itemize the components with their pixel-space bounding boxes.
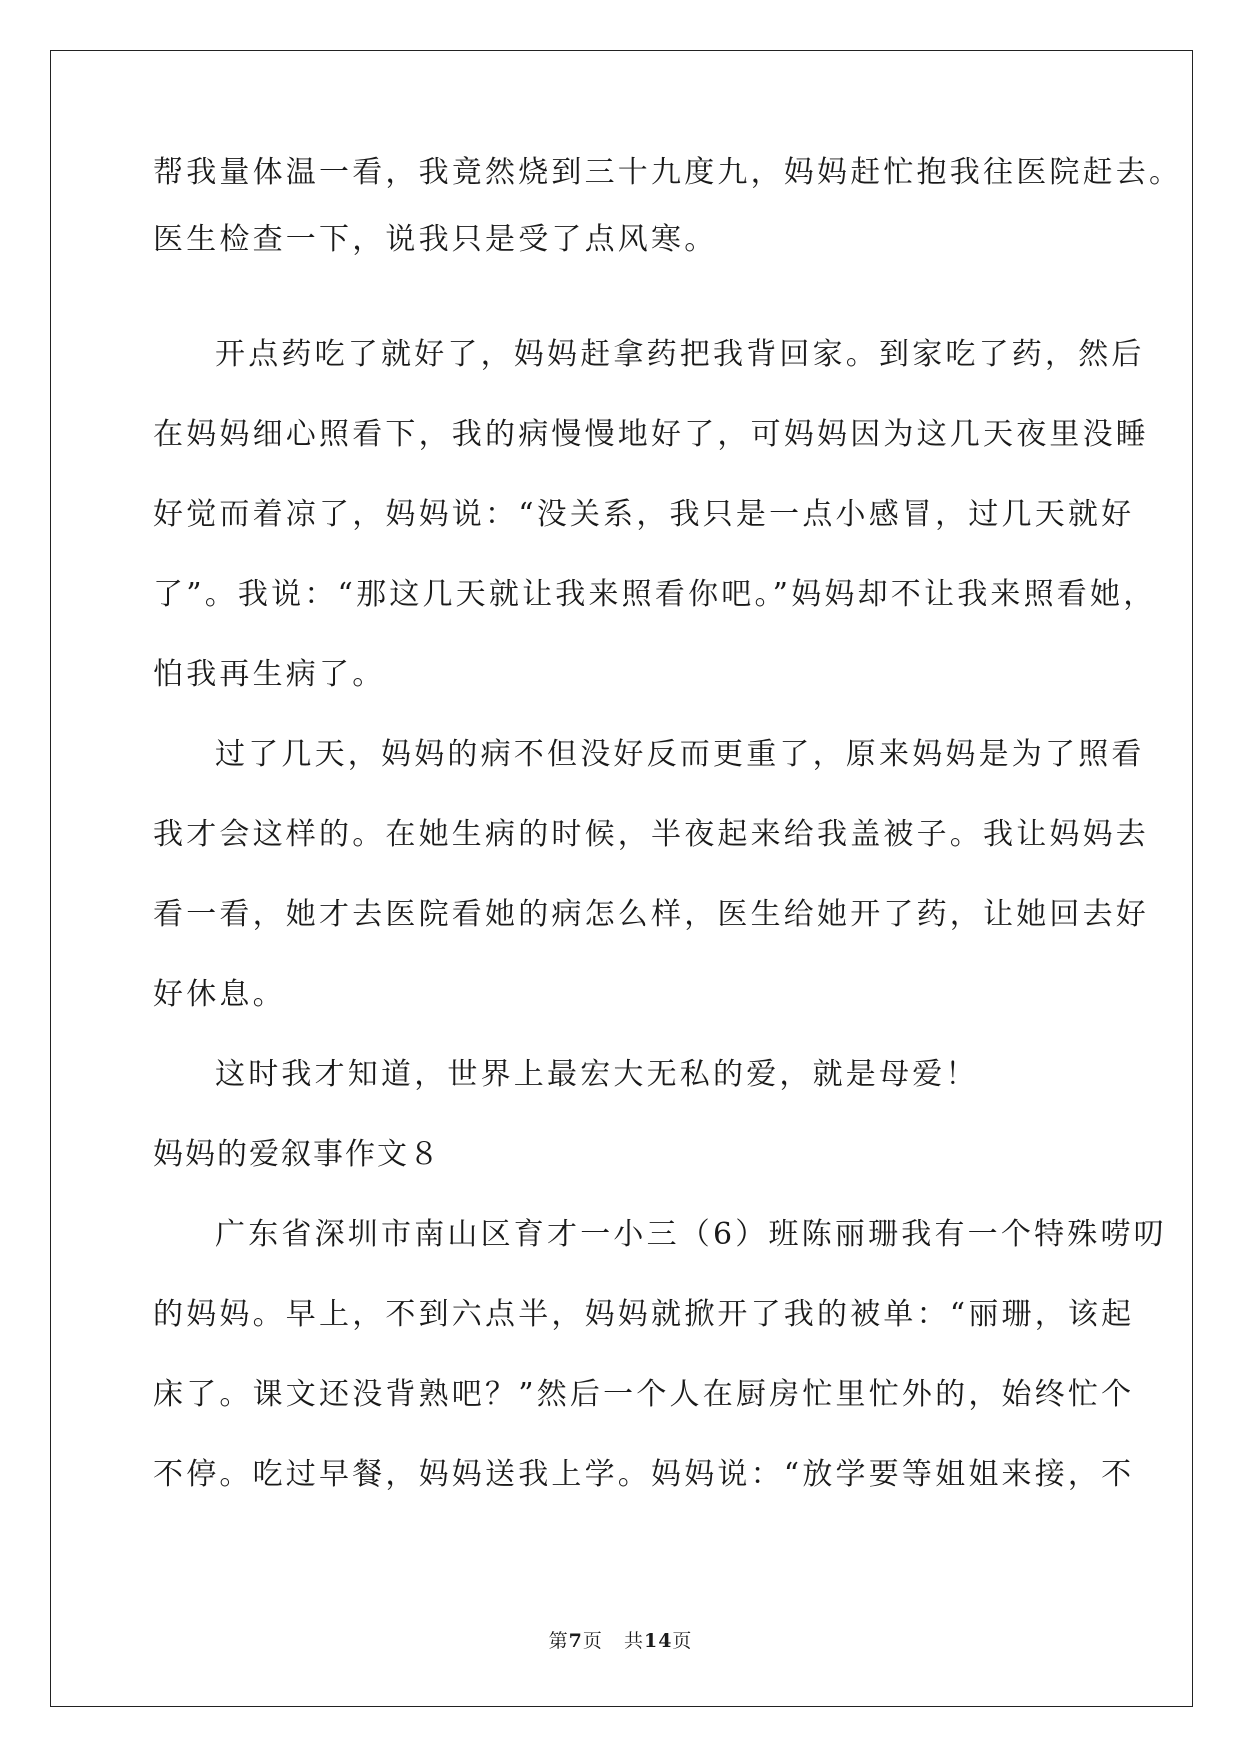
text-line: 医生检查一下，说我只是受了点风寒。 bbox=[153, 222, 718, 257]
footer-total-pages: 14 bbox=[643, 1630, 673, 1652]
footer-page-prefix: 第 bbox=[548, 1630, 569, 1652]
text-line: 看一看，她才去医院看她的病怎么样，医生给她开了药，让她回去好 bbox=[153, 897, 1149, 932]
text-line: 我才会这样的。在她生病的时候，半夜起来给我盖被子。我让妈妈去 bbox=[153, 817, 1149, 852]
footer-page-number: 7 bbox=[568, 1630, 583, 1652]
text-line: 好觉而着凉了，妈妈说：“没关系，我只是一点小感冒，过几天就好 bbox=[153, 497, 1135, 532]
footer-total-suffix: 页 bbox=[672, 1630, 693, 1652]
section-heading: 妈妈的爱叙事作文８ bbox=[153, 1137, 441, 1172]
text-line: 好休息。 bbox=[153, 977, 286, 1012]
text-line: 帮我量体温一看，我竟然烧到三十九度九，妈妈赶忙抱我往医院赶去。 bbox=[153, 155, 1183, 190]
page-footer bbox=[0, 1632, 1241, 1651]
text-line: 在妈妈细心照看下，我的病慢慢地好了，可妈妈因为这几天夜里没睡 bbox=[153, 417, 1149, 452]
text-line: 床了。课文还没背熟吧？”然后一个人在厨房忙里忙外的，始终忙个 bbox=[153, 1377, 1135, 1412]
text-line: 的妈妈。早上，不到六点半，妈妈就掀开了我的被单：“丽珊，该起 bbox=[153, 1297, 1135, 1332]
text-line: 了”。我说：“那这几天就让我来照看你吧。”妈妈却不让我来照看她， bbox=[153, 577, 1157, 612]
text-line: 这时我才知道，世界上最宏大无私的爱，就是母爱！ bbox=[215, 1057, 979, 1092]
text-line: 过了几天，妈妈的病不但没好反而更重了，原来妈妈是为了照看 bbox=[215, 737, 1145, 772]
footer-page-suffix: 页 bbox=[582, 1630, 603, 1652]
text-line: 开点药吃了就好了，妈妈赶拿药把我背回家。到家吃了药，然后 bbox=[215, 337, 1145, 372]
text-line: 广东省深圳市南山区育才一小三（6）班陈丽珊我有一个特殊唠叨 bbox=[215, 1217, 1167, 1252]
text-line: 不停。吃过早餐，妈妈送我上学。妈妈说：“放学要等姐姐来接，不 bbox=[153, 1457, 1135, 1492]
text-line: 怕我再生病了。 bbox=[153, 657, 386, 692]
footer-total-prefix: 共 bbox=[623, 1630, 644, 1652]
